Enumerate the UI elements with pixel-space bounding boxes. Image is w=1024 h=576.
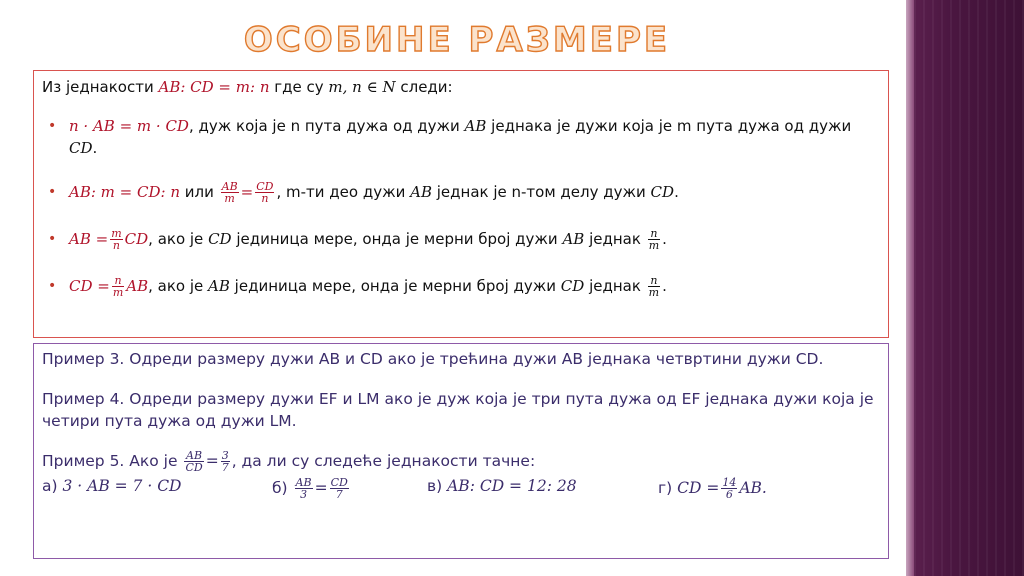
property-math: AB =	[69, 230, 109, 248]
fraction-denominator: m	[648, 239, 660, 252]
option-label: а)	[42, 477, 63, 495]
intro-math: AB: CD = m: n	[158, 78, 270, 96]
fraction-denominator: 7	[221, 461, 229, 474]
option-math: 3 · AB = 7 · CD	[62, 477, 182, 495]
property-text: , дуж која је n пута дужа од дужи	[188, 117, 465, 135]
property-math: CD	[560, 277, 585, 295]
examples-box	[33, 343, 889, 559]
fraction-numerator: AB	[186, 449, 203, 462]
bullet-icon: •	[48, 118, 57, 134]
option-math: CD =	[677, 479, 720, 497]
property-item-4	[42, 275, 878, 298]
property-text: јединица мере, онда је мерни број дужи	[231, 230, 563, 248]
property-math: CD	[69, 139, 93, 157]
fraction-denominator: 3	[300, 488, 308, 501]
property-text: једнака је дужи која је m пута дужа од дужи	[486, 117, 852, 135]
fraction-denominator: n	[112, 239, 120, 252]
property-math: AB	[464, 117, 487, 135]
fraction	[221, 181, 239, 204]
example-text: , да ли су следеће једнакости тачне:	[231, 452, 536, 470]
property-item-2	[42, 181, 878, 204]
property-text: .	[92, 139, 98, 157]
fraction-numerator: 14	[722, 476, 737, 489]
option-label: г)	[658, 479, 678, 497]
option-a	[42, 477, 181, 495]
fraction-denominator: n	[261, 192, 269, 205]
property-text: .	[662, 277, 667, 295]
slide-title: ОСОБИНЕ РАЗМЕРЕ	[243, 20, 671, 60]
fraction-numerator: n	[648, 275, 660, 287]
property-text: једнак	[584, 277, 646, 295]
property-text: , ако је	[148, 230, 209, 248]
sidebar-edge	[906, 0, 914, 576]
property-text: , m-ти део дужи	[276, 183, 411, 201]
example-5	[42, 450, 878, 473]
property-math: CD =	[69, 277, 110, 295]
property-text: јединица мере, онда је мерни број дужи	[229, 277, 561, 295]
fraction-numerator: CD	[330, 476, 348, 489]
property-math: AB	[126, 277, 149, 295]
property-math: AB: m = CD: n	[69, 183, 180, 201]
example-text: Пример 5. Ако је	[42, 452, 183, 470]
property-text: једнак је n-том делу дужи	[431, 183, 651, 201]
property-math: CD	[650, 183, 675, 201]
property-item-3	[42, 228, 878, 251]
option-label: в)	[427, 477, 448, 495]
bullet-icon: •	[48, 231, 57, 247]
option-v	[427, 477, 577, 495]
option-math: AB.	[739, 479, 767, 497]
answer-options	[42, 477, 878, 503]
property-math: AB	[410, 183, 432, 201]
fraction-numerator: m	[111, 227, 122, 240]
bullet-icon: •	[48, 184, 57, 200]
fraction-numerator: n	[648, 228, 660, 240]
property-item-1	[42, 115, 878, 159]
properties-box	[33, 70, 889, 338]
fraction-numerator: CD	[256, 180, 274, 193]
intro-text: где су	[269, 78, 329, 96]
fraction-denominator: CD	[185, 461, 203, 474]
fraction	[648, 275, 660, 298]
fraction	[110, 228, 122, 251]
fraction-numerator: 3	[221, 449, 229, 462]
fraction	[330, 477, 349, 500]
option-g	[658, 477, 767, 500]
option-b	[272, 477, 351, 500]
equals-sign: =	[314, 479, 328, 497]
fraction	[648, 228, 660, 251]
option-label: б)	[272, 479, 293, 497]
fraction	[184, 450, 203, 473]
fraction-numerator: AB	[221, 180, 238, 193]
fraction-denominator: m	[648, 286, 660, 299]
intro-line	[42, 77, 878, 97]
fraction-denominator: 6	[725, 488, 733, 501]
property-math: CD	[208, 230, 232, 248]
intro-math: m, n ∈ N	[328, 78, 396, 96]
intro-text: следи:	[395, 78, 453, 96]
property-text: , ако је	[148, 277, 209, 295]
property-math: n · AB = m · CD	[69, 117, 189, 135]
fraction	[112, 275, 124, 298]
fraction-numerator: n	[112, 275, 124, 287]
property-math: AB	[562, 230, 585, 248]
fraction-denominator: 7	[335, 488, 343, 501]
equals-sign: =	[240, 183, 254, 201]
fraction-numerator: AB	[295, 476, 312, 489]
property-text: .	[674, 183, 679, 201]
intro-text: Из једнакости	[42, 78, 159, 96]
option-math: AB: CD = 12: 28	[447, 477, 577, 495]
property-math: CD	[124, 230, 149, 248]
property-text: .	[662, 230, 667, 248]
equals-sign: =	[205, 452, 219, 470]
fraction-denominator: m	[112, 286, 124, 299]
property-text: једнак	[584, 230, 646, 248]
fraction	[255, 181, 274, 204]
fraction	[721, 477, 737, 500]
example-3: Пример 3. Одреди размеру дужи AB и CD ако је трећина дужи AB једнака четвртини дужи CD.	[42, 350, 824, 368]
fraction	[221, 450, 230, 473]
property-text: или	[180, 183, 219, 201]
fraction	[295, 477, 313, 500]
sidebar-stripes	[914, 0, 1024, 576]
example-4: Пример 4. Одреди размеру дужи EF и LM ако је дуж која је три пута дужа од EF једнака дужи која је четири пута дужа од дужи LM.	[42, 390, 874, 430]
fraction-denominator: m	[224, 192, 235, 205]
bullet-icon: •	[48, 278, 57, 294]
property-math: AB	[208, 277, 230, 295]
